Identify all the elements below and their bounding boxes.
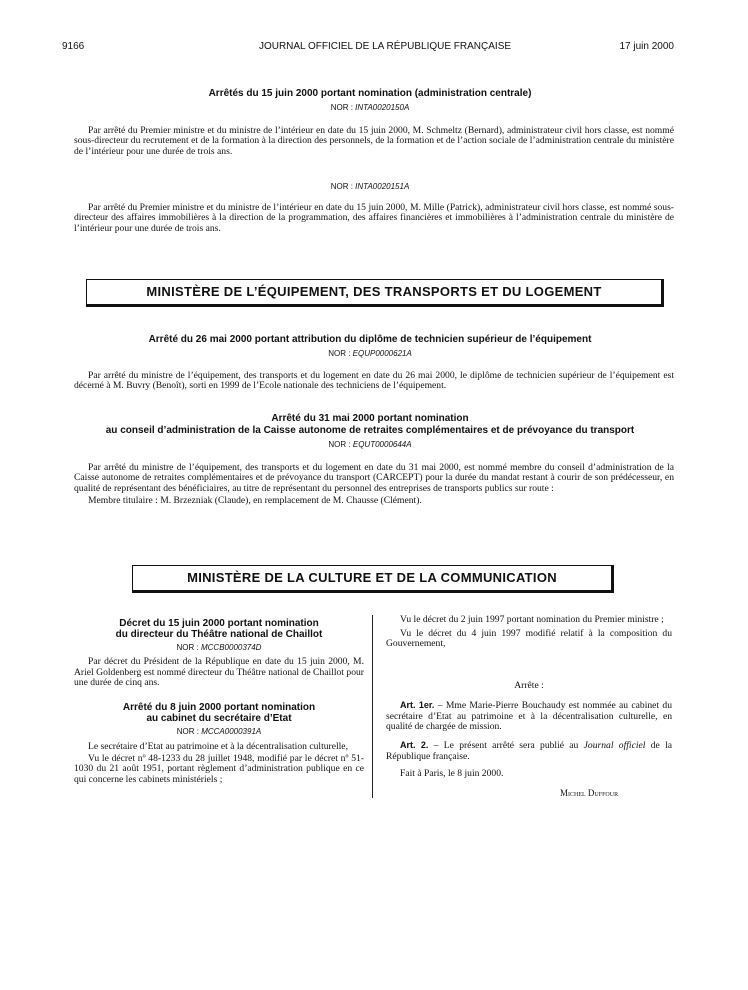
- decree-paragraph: Vu le décret du 2 juin 1997 portant nomination du Premier ministre ; Vu le décret du 4 juin 1997 modifié relatif à la composition du Gouvernement,: [386, 614, 672, 650]
- ministry-heading: MINISTÈRE DE L’ÉQUIPEMENT, DES TRANSPORTS ET DU LOGEMENT: [86, 279, 664, 307]
- nor-reference: NOR : EQUT0000644A: [328, 440, 412, 449]
- nor-reference: NOR : EQUP0000621A: [328, 349, 412, 358]
- article-2: Art. 2. – Le présent arrêté sera publié au Journal officiel de la République française.: [386, 740, 672, 762]
- signature: Michel Duffour: [560, 788, 619, 798]
- signature-date: Fait à Paris, le 8 juin 2000.: [400, 768, 504, 779]
- nor-reference: NOR : MCCB0000374D: [176, 643, 262, 652]
- nor-reference: NOR : MCCA0000391A: [176, 727, 262, 736]
- ministry-heading: MINISTÈRE DE LA CULTURE ET DE LA COMMUNICATION: [132, 565, 614, 593]
- decree-paragraph: Par décret du Président de la République en date du 15 juin 2000, M. Ariel Goldenberg est nommé directeur du Théâtre national de Chaillot pour une durée de cinq ans.: [74, 656, 364, 689]
- decree-paragraph: Par arrêté du ministre de l’équipement, des transports et du logement en date du 31 mai 2000, est nommé membre du conseil d’administration de la Caisse autonome de retraites complémentaires et de prévoyance du transport (CARCEPT) pour la durée du mandat restant à courir de son prédécesseur, en qualité de représentant des bénéficiaires, au titre de représentant du personnel des entreprises de transports publics sur route : Membre titulaire : M. Brzezniak (Claude), en remplacement de M. Chausse (Clément).: [74, 462, 674, 507]
- issue-date: 17 juin 2000: [619, 41, 674, 52]
- decree-title: Arrêté du 26 mai 2000 portant attribution du diplôme de technicien supérieur de l’équipement: [148, 334, 592, 345]
- journal-title: JOURNAL OFFICIEL DE LA RÉPUBLIQUE FRANÇAISE: [258, 41, 512, 52]
- section-title: Arrêtés du 15 juin 2000 portant nomination (administration centrale): [208, 88, 532, 99]
- decree-paragraph: Par arrêté du Premier ministre et du ministre de l’intérieur en date du 15 juin 2000, M. Schmeltz (Bernard), administrateur civil hors classe, est nommé sous-directeur du recrutement et de la formation à la direction des personnels, de la formation et de l’action sociale de l’administration centrale du ministère de l’intérieur pour une durée de trois ans.: [74, 125, 674, 157]
- article-1: Art. 1er. – Mme Marie-Pierre Bouchaudy est nommée au cabinet du secrétaire d’Etat au patrimoine et à la décentralisation culturelle, en qualité de chargée de mission.: [386, 700, 672, 733]
- nor-reference: NOR : INTA0020151A: [330, 182, 410, 191]
- decree-paragraph: Par arrêté du ministre de l’équipement, des transports et du logement en date du 26 mai 2000, le diplôme de technicien supérieur de l’équipement est décerné à M. Buvry (Benoît), sorti en 1999 de l’Ecole nationale des techniciens de l’équipement.: [74, 370, 674, 392]
- column-divider: [372, 615, 373, 798]
- arrete-heading: Arrête :: [514, 680, 544, 691]
- decree-paragraph: Le secrétaire d’Etat au patrimoine et à la décentralisation culturelle, Vu le décret nº 48-1233 du 28 juillet 1948, modifié par le décret nº 51-1030 du 21 août 1951, portant règlement d’administration publique en ce qui concerne les cabinets ministériels ;: [74, 741, 364, 785]
- decree-paragraph: Par arrêté du Premier ministre et du ministre de l’intérieur en date du 15 juin 2000, M. Mille (Patrick), administrateur civil hors classe, est nommé sous-directeur des affaires immobilières à la direction de la programmation, des affaires financières et immobilières à l’administration centrale du ministère de l’intérieur pour une durée de trois ans.: [74, 202, 674, 234]
- page-number: 9166: [62, 41, 85, 52]
- decree-title: Arrêté du 8 juin 2000 portant nomination au cabinet du secrétaire d’Etat: [122, 702, 316, 724]
- decree-title: Décret du 15 juin 2000 portant nomination du directeur du Théâtre national de Chaillot: [115, 618, 323, 640]
- decree-title: Arrêté du 31 mai 2000 portant nomination au conseil d’administration de la Caisse autonome de retraites complémentaires et de prévoyance du transport: [105, 413, 635, 436]
- nor-reference: NOR : INTA0020150A: [330, 103, 410, 112]
